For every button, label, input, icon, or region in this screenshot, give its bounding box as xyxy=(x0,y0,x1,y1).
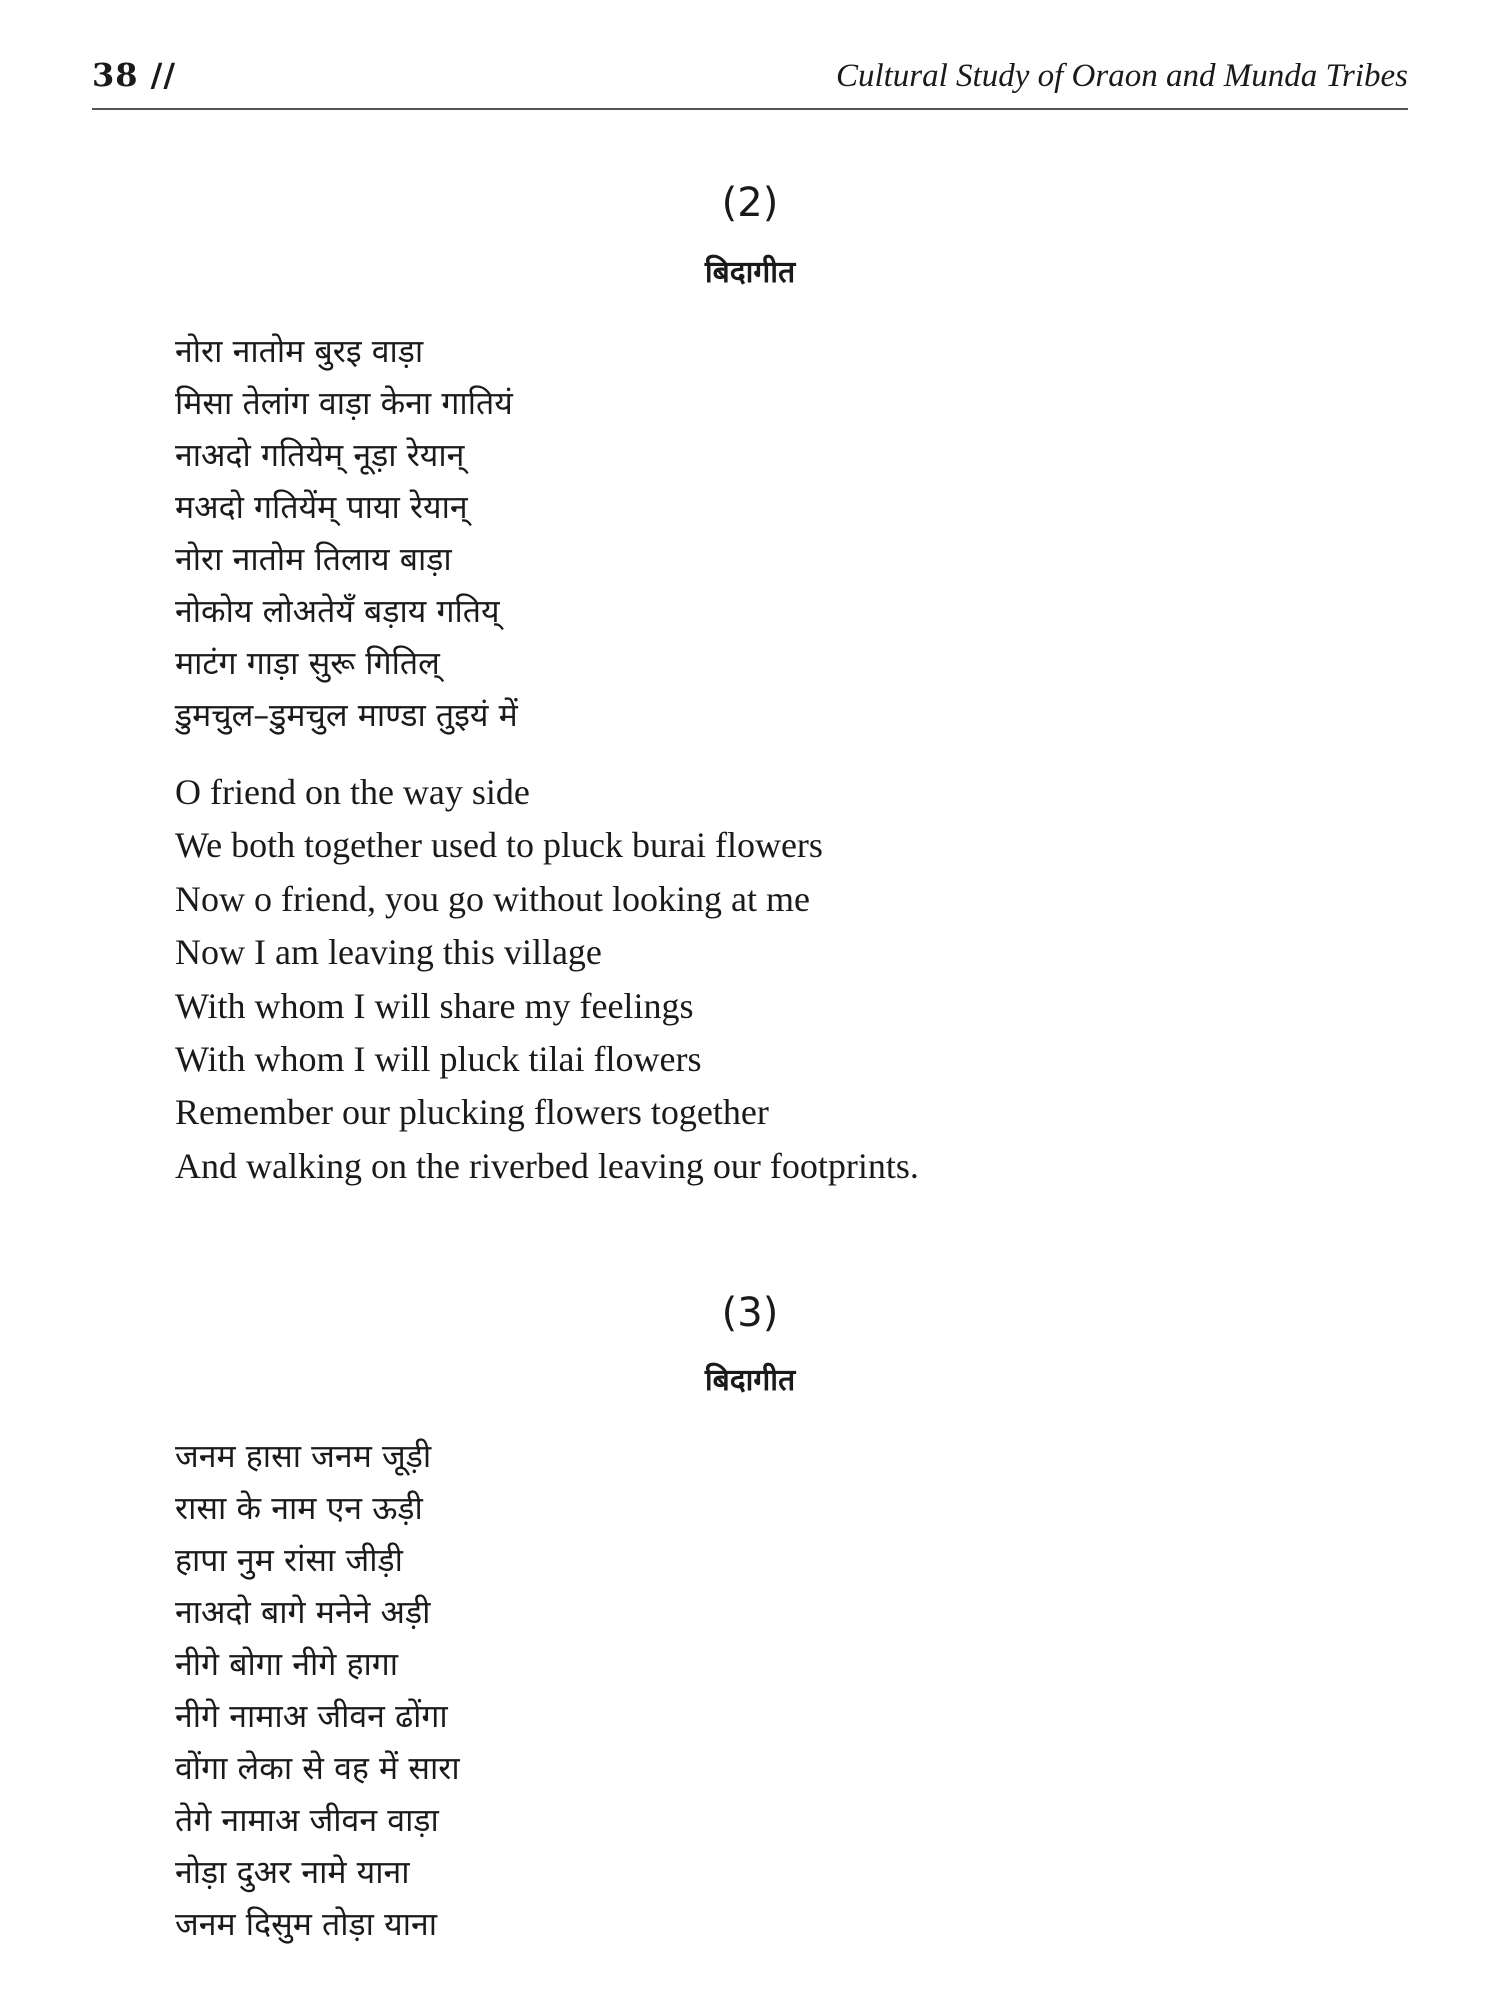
verse-line: वोंगा लेका से वह में सारा xyxy=(175,1749,460,1787)
verse-line: नोरा नातोम तिलाय बाड़ा xyxy=(175,540,452,578)
english-translation xyxy=(175,766,1375,1193)
hindi-verse xyxy=(175,1430,1375,1950)
translation-line: Remember our plucking flowers together xyxy=(175,1092,769,1133)
verse-line: नाअदो बागे मनेने अड़ी xyxy=(175,1593,431,1631)
verse-line: डुमचुल–डुमचुल माण्डा तुइयं में xyxy=(175,696,518,734)
translation-line: We both together used to pluck burai flowers xyxy=(175,825,823,866)
verse-line: नाअदो गतियेम् नूड़ा रेयान् xyxy=(175,436,465,474)
verse-line: तेगे नामाअ जीवन वाड़ा xyxy=(175,1801,439,1839)
verse-line: नोकोय लोअतेयँ बड़ाय गतिय् xyxy=(175,592,500,630)
section-title: बिदागीत xyxy=(704,255,796,290)
verse-line: नोड़ा दुअर नामे याना xyxy=(175,1853,410,1891)
verse-line: मअदो गतियेंम् पाया रेयान् xyxy=(175,488,468,526)
section-title: बिदागीत xyxy=(704,1363,796,1398)
translation-line: O friend on the way side xyxy=(175,772,530,812)
verse-line: नोरा नातोम बुरइ वाड़ा xyxy=(175,332,424,370)
verse-line: माटंग गाड़ा सुरू गितिल् xyxy=(175,644,440,682)
hindi-verse xyxy=(175,325,1375,741)
translation-line: Now o friend, you go without looking at me xyxy=(175,878,810,919)
translation-line: And walking on the riverbed leaving our footprints. xyxy=(175,1145,919,1186)
running-title: Cultural Study of Oraon and Munda Tribes xyxy=(835,58,1408,94)
verse-line: हापा नुम रांसा जीड़ी xyxy=(175,1541,403,1579)
verse-line: नीगे नामाअ जीवन ढोंगा xyxy=(175,1697,448,1735)
verse-line: जनम दिसुम तोड़ा याना xyxy=(175,1905,438,1943)
section-number: (2) xyxy=(721,180,779,226)
verse-line: जनम हासा जनम जूड़ी xyxy=(175,1437,432,1475)
translation-line: With whom I will share my feelings xyxy=(175,985,694,1026)
translation-line: With whom I will pluck tilai flowers xyxy=(175,1038,702,1079)
verse-line: मिसा तेलांग वाड़ा केना गातियं xyxy=(175,384,513,422)
page-number: 38 // xyxy=(92,56,177,94)
page-header xyxy=(92,52,1408,110)
verse-line: रासा के नाम एन ऊड़ी xyxy=(175,1489,423,1527)
section-number: (3) xyxy=(721,1290,779,1336)
translation-line: Now I am leaving this village xyxy=(175,932,602,973)
verse-line: नीगे बोगा नीगे हागा xyxy=(175,1645,399,1683)
